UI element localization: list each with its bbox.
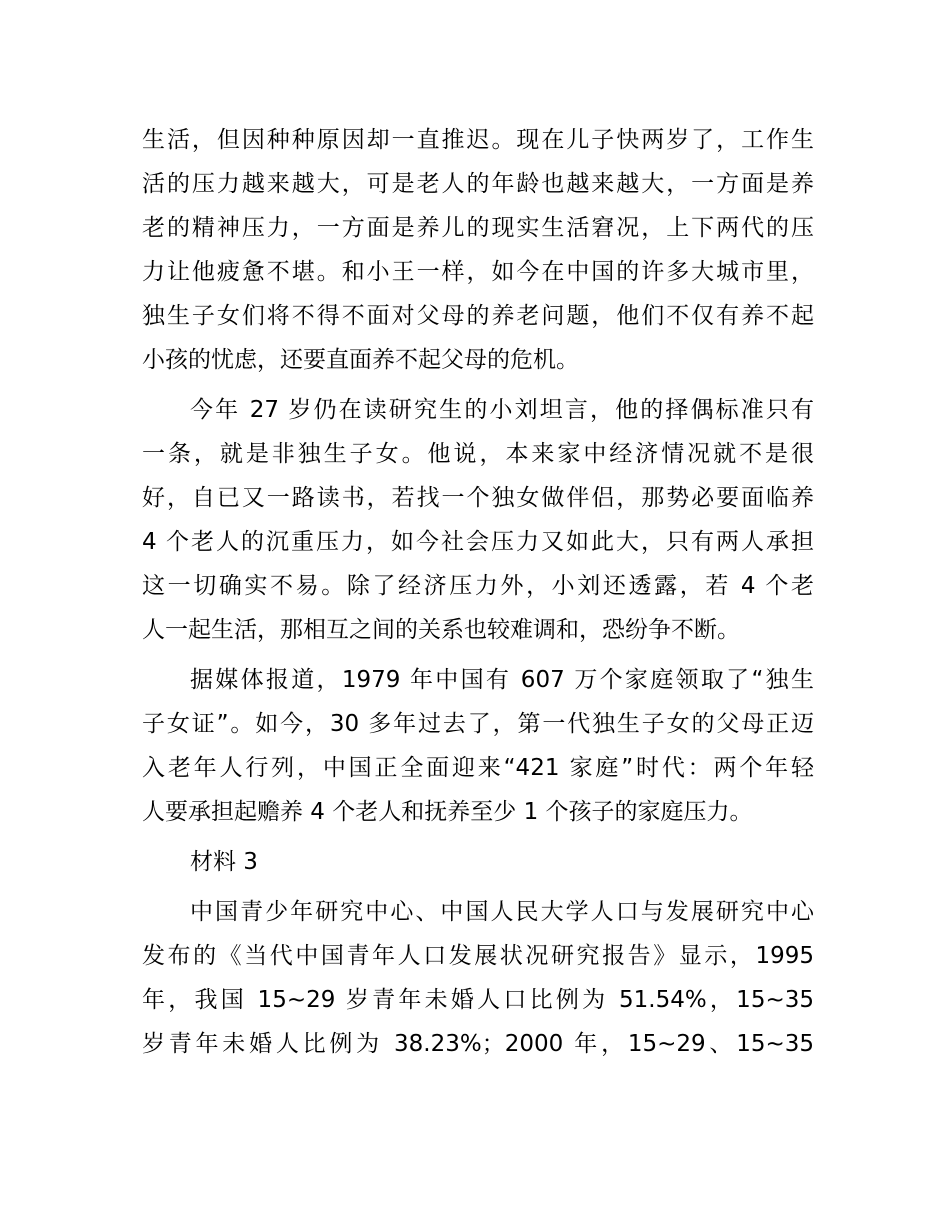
- text-line: 好，自已又一路读书，若找一个独女做伴侣，那势必要面临养: [142, 485, 814, 511]
- text-line: 人要承担起赡养 4 个老人和抚养至少 1 个孩子的家庭压力。: [142, 799, 753, 825]
- text-line: 岁青年未婚人比例为 38.23%；2000 年，15~29、15~35: [142, 1031, 814, 1057]
- text-line: 小孩的忧虑，还要直面养不起父母的危机。: [142, 347, 579, 373]
- text-line: 据媒体报道，1979 年中国有 607 万个家庭领取了“独生: [190, 667, 814, 693]
- text-line: 人一起生活，那相互之间的关系也较难调和，恐纷争不断。: [142, 617, 740, 643]
- text-line: 独生子女们将不得不面对父母的养老问题，他们不仅有养不起: [142, 303, 814, 329]
- text-line: 一条，就是非独生子女。他说，本来家中经济情况就不是很: [142, 441, 814, 467]
- text-line: 力让他疲惫不堪。和小王一样，如今在中国的许多大城市里，: [142, 259, 814, 285]
- text-line: 入老年人行列，中国正全面迎来“421 家庭”时代：两个年轻: [142, 755, 814, 781]
- text-line: 今年 27 岁仍在读研究生的小刘坦言，他的择偶标准只有: [190, 397, 814, 423]
- text-line: 这一切确实不易。除了经济压力外，小刘还透露，若 4 个老: [142, 573, 814, 599]
- text-line: 生活，但因种种原因却一直推迟。现在儿子快两岁了，工作生: [142, 127, 814, 153]
- text-line: 活的压力越来越大，可是老人的年龄也越来越大，一方面是养: [142, 171, 814, 197]
- text-line: 老的精神压力，一方面是养儿的现实生活窘况，上下两代的压: [142, 215, 814, 241]
- text-line: 4 个老人的沉重压力，如今社会压力又如此大，只有两人承担: [142, 529, 814, 555]
- text-line: 年，我国 15~29 岁青年未婚人口比例为 51.54%，15~35: [142, 987, 814, 1013]
- text-line: 中国青少年研究中心、中国人民大学人口与发展研究中心: [190, 899, 814, 925]
- text-line: 子女证”。如今，30 多年过去了，第一代独生子女的父母正迈: [142, 711, 814, 737]
- text-line: 发布的《当代中国青年人口发展状况研究报告》显示，1995: [142, 943, 814, 969]
- section-heading: 材料 3: [190, 849, 258, 875]
